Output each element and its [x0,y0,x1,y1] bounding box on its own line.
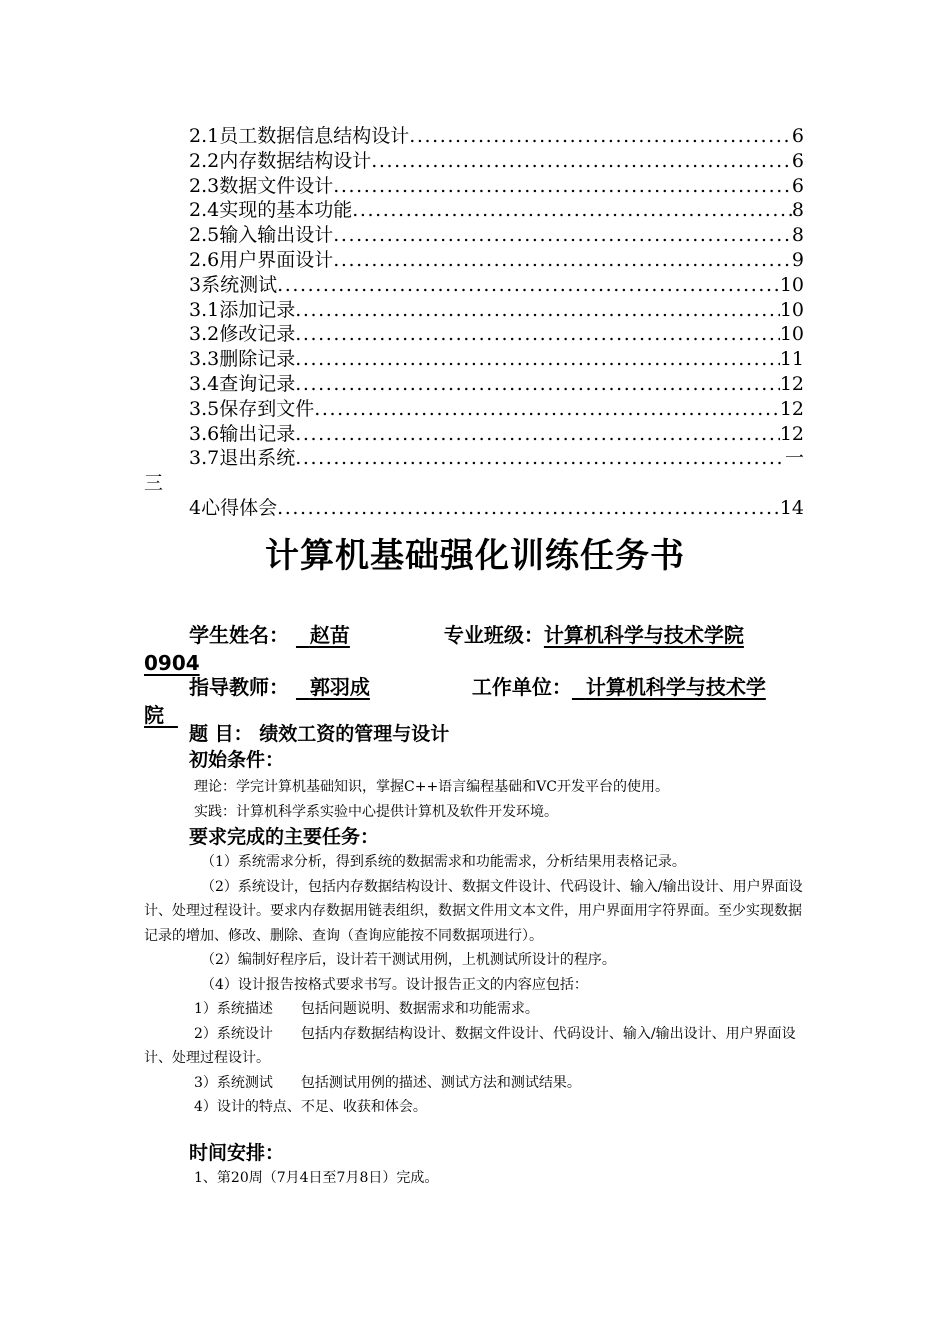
task-1: （1）系统需求分析，得到系统的数据需求和功能需求，分析结果用表格记录。 [201,854,686,870]
teacher-line [144,673,808,701]
toc-entry[interactable] [144,422,804,447]
toc-entry-text: 4心得体会 [189,496,278,519]
major-value: 计算机科学与技术学院 [543,623,744,647]
toc-leader-dots [352,198,792,223]
task-3: （2）编制好程序后，设计若干测试用例，上机测试所设计的程序。 [201,952,616,968]
report-item-2: 2）系统设计 包括内存数据结构设计、数据文件设计、代码设计、输入/输出设计、用户界面设计、处理过程设计。 [144,1025,796,1066]
toc-leader-dots [277,496,780,521]
schedule-heading: 时间安排： [189,1141,285,1164]
toc-entry-text: 2.4实现的基本功能 [189,199,353,222]
toc-entry[interactable] [144,124,804,149]
toc-entry[interactable] [144,273,804,298]
toc-entry-page: 8 [791,224,804,247]
student-name [296,621,430,649]
toc-entry-text: 3.4查询记录 [189,372,296,395]
toc-leader-dots [371,149,792,174]
toc-entry-text: 3.6输出记录 [189,422,296,445]
toc-entry-page: 一 [784,447,804,470]
toc-entry-page: 6 [791,174,804,197]
student-name-value: 赵苗 [309,623,350,647]
task-4: （4）设计报告按格式要求书写。设计报告正文的内容应包括： [201,976,588,993]
toc-entry-page: 12 [779,397,804,420]
topic-line [144,721,808,747]
table-of-contents [144,124,804,521]
toc-entry-wrap: 三 [144,472,164,495]
toc-entry-text: 3.2修改记录 [189,323,296,346]
toc-leader-dots [295,347,780,372]
toc-entry-page: 12 [779,422,804,445]
toc-entry-page: 12 [779,372,804,395]
schedule-item-1: 1、第20周（7月4日至7月8日）完成。 [194,1169,439,1186]
toc-leader-dots [314,397,780,422]
toc-leader-dots [295,422,780,447]
toc-entry-text: 3.3删除记录 [189,348,296,371]
toc-leader-dots [295,446,785,471]
init-heading: 初始条件： [189,749,285,771]
toc-leader-dots [333,174,792,199]
toc-entry-exit[interactable] [144,446,804,471]
toc-entry-page: 9 [791,248,804,271]
unit-value [572,675,766,699]
toc-entry-text: 3.5保存到文件 [189,397,315,420]
toc-entry[interactable] [144,298,804,323]
unit-value-text: 计算机科学与技术学 [585,675,766,699]
report-item-1: 1）系统描述 包括问题说明、数据需求和功能需求。 [194,1001,539,1017]
toc-entry[interactable] [144,174,804,199]
unit-value-cont-char: 院 [144,703,164,727]
toc-entry[interactable] [144,347,804,372]
task-2: （2）系统设计，包括内存数据结构设计、数据文件设计、代码设计、输入/输出设计、用户界面设计、处理过程设计。要求内存数据用链表组织，数据文件用文本文件，用户界面用字符界面。至少实现数据记录的增加、修改、删除、查询（查询应能按不同数据项进行）。 [144,878,803,944]
topic-value: 绩效工资的管理与设计 [259,723,450,745]
unit-label: 工作单位： [471,675,572,699]
toc-entry-page: 10 [779,323,804,346]
student-info [144,621,808,677]
teacher-name-value: 郭羽成 [309,675,370,699]
toc-entry[interactable] [144,322,804,347]
student-line [144,621,808,649]
toc-leader-dots [295,298,780,323]
topic-section [144,721,808,1190]
tasks-heading: 要求完成的主要任务： [189,826,380,848]
toc-entry-text: 2.1员工数据信息结构设计 [189,125,410,147]
major-value-cont-text: 0904 [144,651,200,675]
toc-entry-text: 2.3数据文件设计 [189,174,334,197]
toc-leader-dots [333,248,792,273]
toc-entry[interactable] [144,198,804,223]
toc-leader-dots [409,124,792,149]
major-label: 专业班级： [443,623,544,647]
toc-entry[interactable] [144,372,804,397]
toc-leader-dots [295,372,780,397]
student-label: 学生姓名： [189,623,289,647]
report-item-4: 4）设计的特点、不足、收获和体会。 [194,1099,427,1115]
topic-label: 题 目： [189,723,253,745]
teacher-label: 指导教师： [189,675,289,699]
toc-entry-page: 14 [779,496,804,519]
toc-entry-page: 8 [791,199,804,222]
toc-leader-dots [277,273,780,298]
document-title: 计算机基础强化训练任务书 [265,536,685,576]
toc-entry-text: 2.5输入输出设计 [189,224,334,247]
toc-entry[interactable] [144,223,804,248]
toc-entry-text: 3系统测试 [189,273,278,296]
report-item-3: 3）系统测试 包括测试用例的描述、测试方法和测试结果。 [194,1074,581,1091]
toc-entry-page: 6 [791,149,804,172]
toc-entry[interactable] [144,397,804,422]
init-theory: 理论：学完计算机基础知识，掌握C++语言编程基础和VC开发平台的使用。 [194,779,669,795]
teacher-name [296,673,458,701]
init-practice: 实践：计算机科学系实验中心提供计算机及软件开发环境。 [194,803,558,820]
toc-entry-text: 2.2内存数据结构设计 [189,149,372,172]
toc-entry-text: 3.1添加记录 [189,298,296,321]
toc-entry-text: 3.7退出系统 [189,447,296,470]
toc-leader-dots [333,223,792,248]
toc-entry-page: 10 [779,273,804,296]
toc-entry-page: 10 [779,298,804,321]
toc-entry-text: 2.6用户界面设计 [189,248,334,271]
toc-entry[interactable] [144,149,804,174]
toc-entry-page: 11 [779,348,804,371]
toc-entry[interactable] [144,248,804,273]
toc-leader-dots [295,322,780,347]
toc-entry-page: 6 [791,125,804,147]
toc-entry[interactable] [144,496,804,521]
